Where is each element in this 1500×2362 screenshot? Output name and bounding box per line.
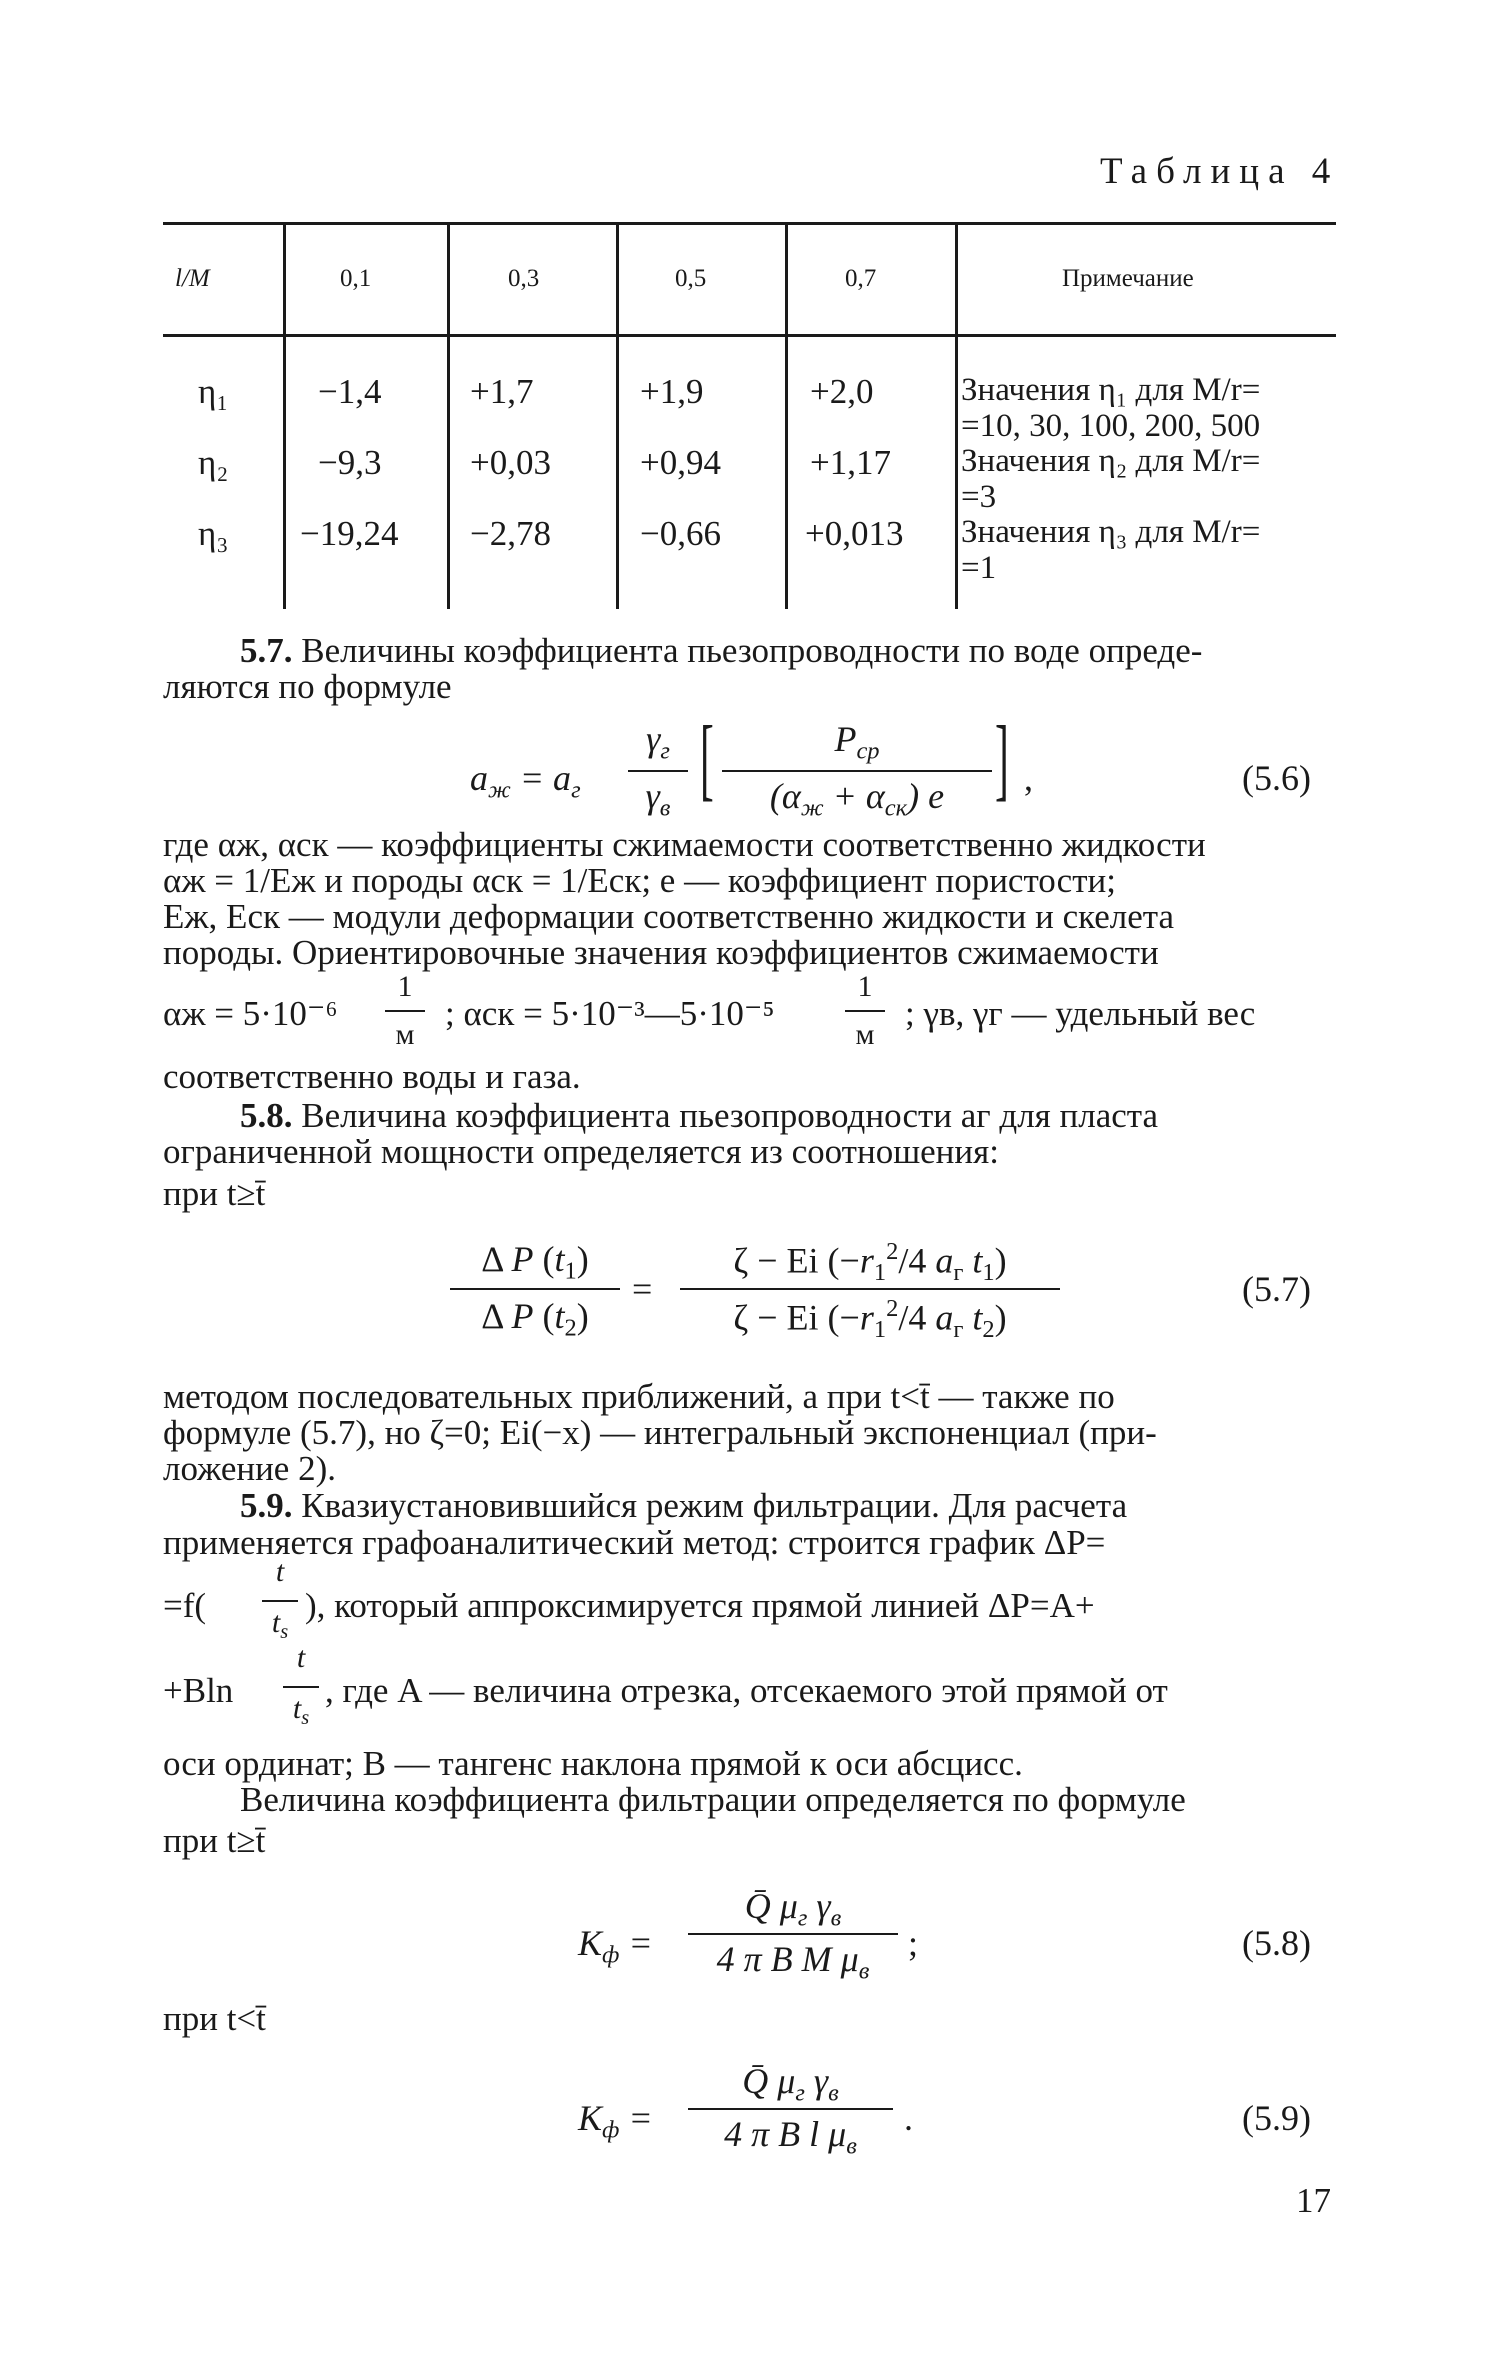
paragraph-text: αж = 5·10⁻⁶ [163,994,338,1033]
table-header-cell: l/M [175,265,210,292]
condition: при t≥t̄ [163,1821,266,1860]
table-row-label: η₁ [198,372,229,411]
formula-den: $(\alpha_ж + \alpha_{ск})$ e [769,776,945,822]
table-col-divider [955,224,958,609]
table-note: Значения η₁ для M/r= [961,372,1261,408]
table-cell: −0,66 [640,514,721,553]
equation-label: (5.6) [1242,758,1311,798]
paragraph-line [240,1097,1158,1134]
table-top-rule [163,222,1336,225]
formula-den: Δ P $(t_2)$ [481,1296,589,1342]
formula-den: $\gamma_в$ [645,776,671,822]
table-header-cell: Примечание [1062,265,1194,292]
section-number: 5.9. [240,1486,293,1525]
paragraph-text: +Bln [163,1671,234,1710]
table-note: =10, 30, 100, 200, 500 [961,408,1261,444]
table-col-divider [785,224,788,609]
paragraph-text: ), который аппроксимируется прямой линией ΔP=A+ [305,1586,1095,1625]
paragraph-text: , где A — величина отрезка, отсекаемого этой прямой от [325,1671,1168,1710]
paragraph-text: ; αск = 5·10⁻³—5·10⁻⁵ [445,994,775,1033]
section-number: 5.8. [240,1096,293,1135]
table-note: Значения η₂ для M/r= [961,443,1261,479]
formula-den: ζ − Ei ($-r_1^2/4$ $a_г$ $t_2$) [733,1295,1007,1343]
table-cell: −1,4 [318,372,382,411]
fraction-bar [722,770,992,772]
fraction-num: t [275,1555,285,1588]
table-col-divider [283,224,286,609]
table-cell: +0,94 [640,443,721,482]
bracket-right: ] [995,707,1009,809]
table-caption: Таблица 4 [1100,151,1340,192]
table-cell: +0,013 [805,514,904,553]
fraction-bar [680,1288,1060,1290]
paragraph-text: =f( [163,1586,207,1625]
formula-num: Q̄ $\mu_г$ $\gamma_в$ [742,2061,839,2107]
paragraph-line: ляются по формуле [163,667,452,706]
paragraph-text: Величины коэффициента пьезопроводности по воде опреде- [301,631,1203,670]
formula-lhs: $K_ф$ = [578,1923,653,1969]
equation-label: (5.8) [1242,1923,1311,1963]
paragraph-text: ; γв, γг — удельный вес [905,994,1256,1033]
table-cell: +1,7 [470,372,534,411]
paragraph-line [240,632,1202,669]
formula-num: Δ P $(t_1)$ [481,1239,589,1285]
table-cell: +0,03 [470,443,551,482]
fraction-bar [688,1933,898,1935]
fraction-bar [283,1686,319,1688]
formula-semicolon: ; [908,1923,919,1963]
table-cell: −19,24 [300,514,399,553]
paragraph-line: где αж, αск — коэффициенты сжимаемости соответственно жидкости [163,825,1206,864]
table-cell: +1,9 [640,372,704,411]
table-note: =1 [961,550,997,586]
table-row-label: η₃ [198,514,229,553]
table-header-cell: 0,5 [675,265,707,292]
section-number: 5.7. [240,631,293,670]
formula-lhs: $K_ф$ = [578,2098,653,2144]
paragraph-line: применяется графоаналитический метод: строится график ΔP= [163,1523,1106,1562]
paragraph-line: Величина коэффициента фильтрации определяется по формуле [240,1780,1186,1819]
paragraph-line: Eж, Eск — модули деформации соответственно жидкости и скелета [163,897,1175,936]
formula-equals: = [632,1269,653,1309]
paragraph-line: ложение 2). [163,1449,337,1488]
paragraph-text: Квазиустановившийся режим фильтрации. Для расчета [301,1486,1128,1525]
paragraph-line: ограниченной мощности определяется из соотношения: [163,1132,999,1171]
condition: при t≥t̄ [163,1174,266,1213]
equation-label: (5.9) [1242,2098,1311,2138]
table-cell: −2,78 [470,514,551,553]
fraction-num: 1 [857,970,873,1003]
formula-comma: , [1024,758,1033,798]
page-number: 17 [1296,2181,1331,2220]
fraction-bar [262,1600,298,1602]
table-cell: +2,0 [810,372,874,411]
fraction-bar [628,770,688,772]
formula-num: $\gamma_г$ [646,719,670,765]
fraction-den: $t_s$ [271,1606,289,1644]
equation-label: (5.7) [1242,1269,1311,1309]
condition: при t<t̄ [163,1999,266,2038]
paragraph-text: Величина коэффициента пьезопроводности aг для пласта [301,1096,1159,1135]
fraction-den: м [395,1018,415,1051]
table-cell: −9,3 [318,443,382,482]
fraction-den: $t_s$ [292,1692,310,1730]
fraction-bar [845,1010,885,1012]
table-col-divider [616,224,619,609]
fraction-num: 1 [397,970,413,1003]
formula-num: ζ − Ei ($-r_1^2/4$ $a_г$ $t_1$) [733,1238,1007,1286]
formula-den: 4 π B l $\mu_в$ [724,2114,857,2160]
table-note: =3 [961,479,997,515]
formula-lhs: $a_ж = a_г$ [470,758,581,804]
formula-period: . [904,2098,913,2138]
paragraph-line: формуле (5.7), но ζ=0; Ei(−x) — интегральный экспоненциал (при- [163,1413,1157,1452]
fraction-num: t [296,1641,306,1674]
table-col-divider [447,224,450,609]
paragraph-line: оси ординат; B — тангенс наклона прямой к оси абсцисс. [163,1744,1023,1783]
paragraph-line [240,1487,1127,1524]
table-header-cell: 0,3 [508,265,540,292]
table-note: Значения η₃ для M/r= [961,514,1261,550]
table-header-cell: 0,1 [340,265,372,292]
paragraph-line: породы. Ориентировочные значения коэффициентов сжимаемости [163,933,1159,972]
formula-num: Q̄ $\mu_г$ $\gamma_в$ [744,1886,842,1932]
bracket-left: [ [700,707,714,809]
fraction-bar [385,1010,425,1012]
paragraph-line: методом последовательных приближений, а при t<t̄ — также по [163,1377,1115,1416]
fraction-den: м [855,1018,875,1051]
formula-den: 4 π B M $\mu_в$ [716,1939,870,1985]
paragraph-line: соответственно воды и газа. [163,1057,581,1096]
paragraph-line: αж = 1/Eж и породы αск = 1/Eск; e — коэффициент пористости; [163,861,1116,900]
table-header-cell: 0,7 [845,265,877,292]
table-row-label: η₂ [198,443,229,482]
fraction-bar [450,1288,620,1290]
table-header-rule [163,334,1336,337]
fraction-bar [688,2108,893,2110]
formula-num: $P_{ср}$ [834,719,880,765]
table-cell: +1,17 [810,443,891,482]
